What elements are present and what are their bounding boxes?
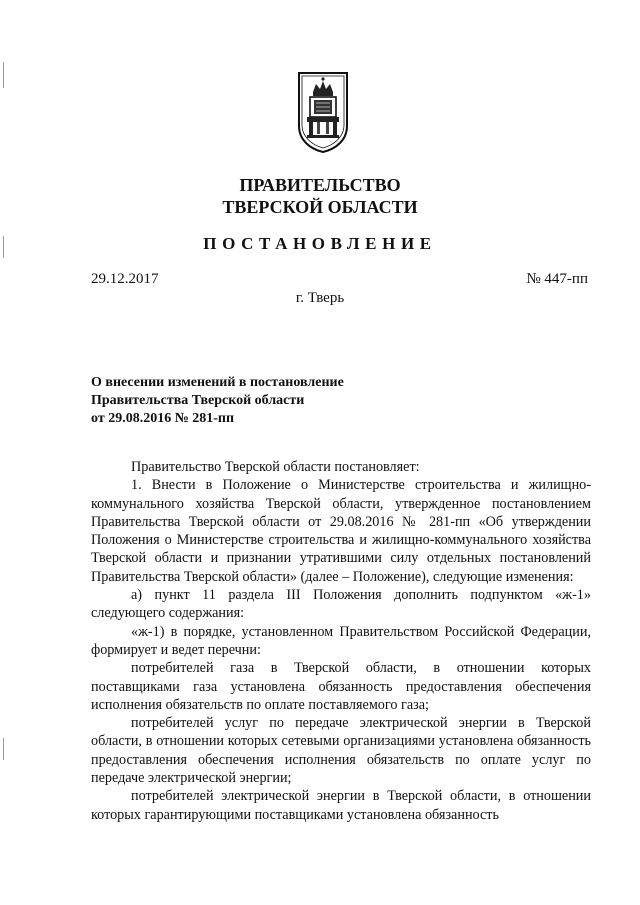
body-paragraph: потребителей услуг по передаче электрической энергии в Тверской области, в отношении которых сетевыми организациями установлена обязанность предоставления обеспечения исполнения обязательств по оплате услуг по передаче электрической энергии; [91, 715, 591, 787]
body-paragraph: а) пункт 11 раздела III Положения дополнить подпунктом «ж-1» следующего содержания: [91, 587, 591, 622]
org-name-line1: ПРАВИТЕЛЬСТВО [239, 175, 401, 195]
document-subject [91, 374, 421, 428]
subject-line: от 29.08.2016 № 281-пп [91, 411, 235, 426]
document-city: г. Тверь [295, 290, 345, 306]
document-date: 29.12.2017 [91, 271, 159, 287]
scan-margin-mark [3, 62, 4, 88]
subject-line: Правительства Тверской области [91, 393, 305, 408]
scan-margin-mark [3, 738, 4, 760]
document-body [91, 458, 591, 824]
body-paragraph: потребителей газа в Тверской области, в отношении которых поставщиками газа установлена обязанность предоставления обеспечения исполнения обязательств по оплате поставляемого газа; [91, 660, 591, 713]
document-number: № 447-пп [526, 271, 588, 287]
body-paragraph: потребителей электрической энергии в Тверской области, в отношении которых гарантирующими поставщиками установлена обязанность [91, 788, 591, 823]
document-type-title: ПОСТАНОВЛЕНИЕ [203, 234, 437, 253]
body-paragraph: «ж-1) в порядке, установленном Правительством Российской Федерации, формирует и ведет перечни: [91, 623, 591, 658]
body-paragraph: Правительство Тверской области постановляет: [131, 459, 420, 475]
body-paragraph: 1. Внести в Положение о Министерстве строительства и жилищно-коммунального хозяйства Тверской области, утвержденное постановлением Правительства Тверской области от 29.08.2016 № 281-пп «Об утверждении Положения о Министерстве строительства и жилищно-коммунального хозяйства Тверской области и признании утратившими силу отдельных постановлений Правительства Тверской области» (далее – Положение), следующие изменения: [91, 477, 591, 585]
org-name-line2: ТВЕРСКОЙ ОБЛАСТИ [222, 197, 418, 217]
subject-line: О внесении изменений в постановление [91, 375, 344, 390]
tver-coat-of-arms-icon [296, 70, 350, 154]
